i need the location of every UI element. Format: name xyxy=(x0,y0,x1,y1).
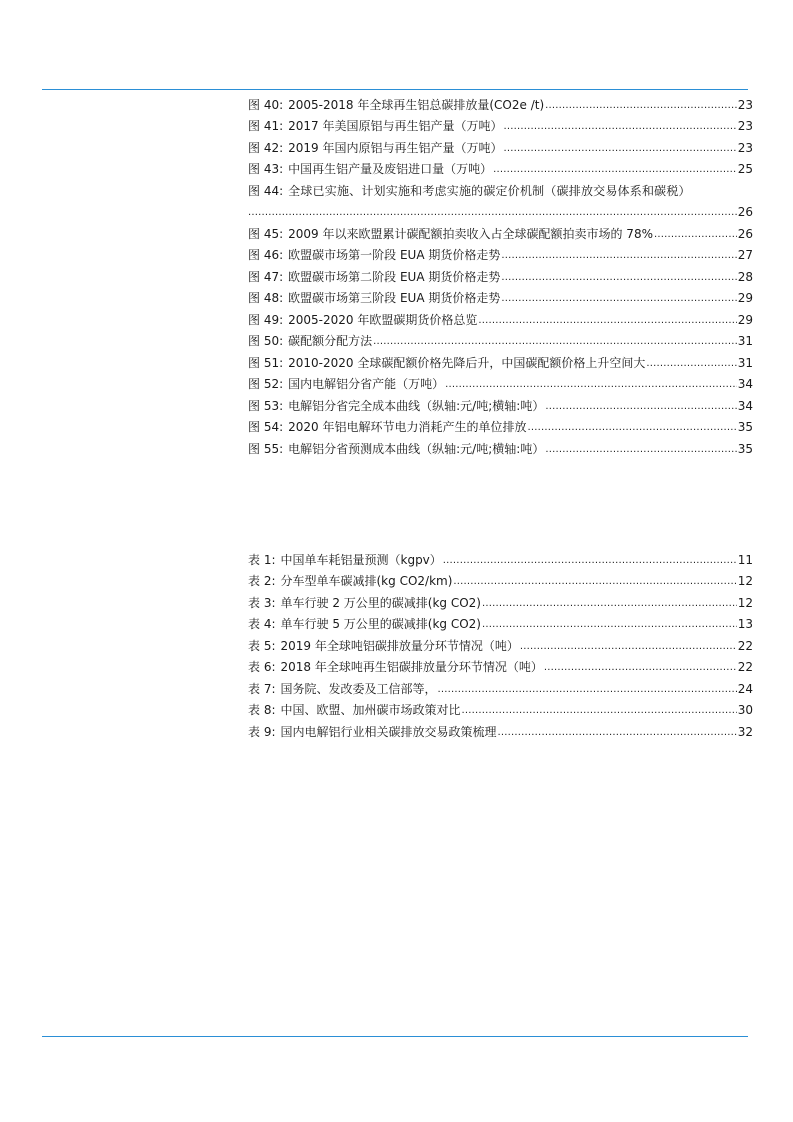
entry-label: 图 43: xyxy=(248,162,284,177)
toc-entry-table-1[interactable] xyxy=(248,549,753,571)
entry-title: 碳配额分配方法 xyxy=(288,334,373,349)
toc-entry-table-7[interactable] xyxy=(248,678,753,700)
entry-label: 图 49: xyxy=(248,312,284,327)
dot-leader xyxy=(501,249,736,263)
toc-entry-figure-40[interactable] xyxy=(248,94,753,116)
toc-entry-figure-50[interactable] xyxy=(248,331,753,353)
entry-title: 2005-2018 年全球再生铝总碳排放量(CO2e /t) xyxy=(288,97,545,112)
toc-entry-table-3[interactable] xyxy=(248,592,753,614)
entry-title: 单车行驶 5 万公里的碳减排(kg CO2) xyxy=(280,617,481,632)
header-rule xyxy=(42,89,748,90)
entry-title: 2017 年美国原铝与再生铝产量（万吨） xyxy=(288,119,503,134)
entry-page-number: 29 xyxy=(737,291,753,306)
dot-leader xyxy=(654,228,737,242)
entry-label: 图 40: xyxy=(248,97,284,112)
entry-label: 图 44: xyxy=(248,183,284,198)
toc-entry-table-2[interactable] xyxy=(248,571,753,593)
entry-title: 欧盟碳市场第二阶段 EUA 期货价格走势 xyxy=(288,269,501,284)
entry-page-number: 25 xyxy=(737,162,753,177)
toc-entry-figure-42[interactable] xyxy=(248,137,753,159)
entry-title: 分车型单车碳减排(kg CO2/km) xyxy=(280,574,453,589)
dot-leader xyxy=(520,640,737,654)
dot-leader xyxy=(545,99,737,113)
entry-label: 图 41: xyxy=(248,119,284,134)
entry-label: 图 53: xyxy=(248,398,284,413)
toc-entry-table-9[interactable] xyxy=(248,721,753,743)
entry-label: 图 51: xyxy=(248,355,284,370)
toc-entry-figure-44[interactable] xyxy=(248,180,753,202)
toc-entry-table-6[interactable] xyxy=(248,657,753,679)
entry-label: 表 8: xyxy=(248,703,276,718)
entry-label: 表 9: xyxy=(248,724,276,739)
figure-list xyxy=(248,94,753,460)
toc-entry-figure-44-continued[interactable] xyxy=(248,202,753,224)
entry-page-number: 35 xyxy=(737,441,753,456)
entry-page-number: 29 xyxy=(737,312,753,327)
entry-label: 表 6: xyxy=(248,660,276,675)
entry-title: 2019 年全球吨铝碳排放量分环节情况（吨） xyxy=(280,638,519,653)
dot-leader xyxy=(504,120,737,134)
toc-entry-figure-53[interactable] xyxy=(248,395,753,417)
entry-page-number: 13 xyxy=(737,617,753,632)
dot-leader xyxy=(443,554,737,568)
entry-page-number: 11 xyxy=(737,552,753,567)
entry-page-number: 23 xyxy=(737,119,753,134)
entry-title: 2009 年以来欧盟累计碳配额拍卖收入占全球碳配额拍卖市场的 78% xyxy=(288,226,653,241)
toc-entry-table-5[interactable] xyxy=(248,635,753,657)
entry-label: 图 42: xyxy=(248,140,284,155)
footer-rule xyxy=(42,1036,748,1037)
dot-leader xyxy=(504,142,737,156)
entry-label: 图 45: xyxy=(248,226,284,241)
entry-page-number: 23 xyxy=(737,140,753,155)
dot-leader xyxy=(248,206,737,220)
entry-label: 表 5: xyxy=(248,638,276,653)
entry-title: 中国再生铝产量及废铝进口量（万吨） xyxy=(288,162,493,177)
entry-label: 图 50: xyxy=(248,334,284,349)
entry-page-number: 26 xyxy=(737,205,753,220)
entry-label: 图 52: xyxy=(248,377,284,392)
toc-entry-figure-48[interactable] xyxy=(248,288,753,310)
entry-title: 2019 年国内原铝与再生铝产量（万吨） xyxy=(288,140,503,155)
entry-page-number: 27 xyxy=(737,248,753,263)
entry-page-number: 24 xyxy=(737,681,753,696)
toc-entry-figure-52[interactable] xyxy=(248,374,753,396)
entry-title: 2005-2020 年欧盟碳期货价格总览 xyxy=(288,312,478,327)
entry-label: 表 7: xyxy=(248,681,276,696)
entry-title: 单车行驶 2 万公里的碳减排(kg CO2) xyxy=(280,595,481,610)
entry-title: 全球已实施、计划实施和考虑实施的碳定价机制（碳排放交易体系和碳税） xyxy=(288,183,691,198)
entry-page-number: 34 xyxy=(737,377,753,392)
dot-leader xyxy=(498,726,737,740)
entry-title: 国务院、发改委及工信部等， xyxy=(280,681,437,696)
dot-leader xyxy=(373,335,737,349)
entry-title: 欧盟碳市场第一阶段 EUA 期货价格走势 xyxy=(288,248,501,263)
toc-entry-table-4[interactable] xyxy=(248,614,753,636)
dot-leader xyxy=(545,400,736,414)
dot-leader xyxy=(501,271,736,285)
entry-title: 欧盟碳市场第三阶段 EUA 期货价格走势 xyxy=(288,291,501,306)
entry-page-number: 12 xyxy=(737,595,753,610)
toc-entry-figure-55[interactable] xyxy=(248,438,753,460)
entry-label: 表 4: xyxy=(248,617,276,632)
entry-page-number: 12 xyxy=(737,574,753,589)
entry-title: 国内电解铝行业相关碳排放交易政策梳理 xyxy=(280,724,497,739)
entry-label: 图 54: xyxy=(248,420,284,435)
entry-title: 中国单车耗铝量预测（kgpv） xyxy=(280,552,442,567)
dot-leader xyxy=(545,443,736,457)
entry-title: 2020 年铝电解环节电力消耗产生的单位排放 xyxy=(288,420,527,435)
toc-entry-figure-49[interactable] xyxy=(248,309,753,331)
toc-entry-figure-46[interactable] xyxy=(248,245,753,267)
toc-entry-figure-47[interactable] xyxy=(248,266,753,288)
entry-page-number: 35 xyxy=(737,420,753,435)
toc-entry-table-8[interactable] xyxy=(248,700,753,722)
entry-title: 2018 年全球吨再生铝碳排放量分环节情况（吨） xyxy=(280,660,543,675)
dot-leader xyxy=(528,421,737,435)
entry-title: 电解铝分省预测成本曲线（纵轴:元/吨;横轴:吨） xyxy=(288,441,545,456)
entry-page-number: 26 xyxy=(737,226,753,241)
entry-page-number: 30 xyxy=(737,703,753,718)
entry-title: 2010-2020 全球碳配额价格先降后升，中国碳配额价格上升空间大 xyxy=(288,355,646,370)
dot-leader xyxy=(482,597,737,611)
entry-label: 表 2: xyxy=(248,574,276,589)
entry-title: 中国、欧盟、加州碳市场政策对比 xyxy=(280,703,461,718)
entry-label: 图 55: xyxy=(248,441,284,456)
entry-page-number: 22 xyxy=(737,660,753,675)
dot-leader xyxy=(445,378,737,392)
toc-entry-figure-41[interactable] xyxy=(248,116,753,138)
entry-page-number: 28 xyxy=(737,269,753,284)
dot-leader xyxy=(646,357,736,371)
toc-entry-figure-51[interactable] xyxy=(248,352,753,374)
entry-page-number: 31 xyxy=(737,355,753,370)
dot-leader xyxy=(438,683,737,697)
entry-title: 国内电解铝分省产能（万吨） xyxy=(288,377,445,392)
toc-entry-figure-43[interactable] xyxy=(248,159,753,181)
entry-page-number: 31 xyxy=(737,334,753,349)
entry-page-number: 23 xyxy=(737,97,753,112)
dot-leader xyxy=(478,314,736,328)
dot-leader xyxy=(453,575,736,589)
entry-label: 表 1: xyxy=(248,552,276,567)
entry-label: 图 47: xyxy=(248,269,284,284)
toc-entry-figure-45[interactable] xyxy=(248,223,753,245)
entry-label: 图 48: xyxy=(248,291,284,306)
dot-leader xyxy=(493,163,737,177)
toc-entry-figure-54[interactable] xyxy=(248,417,753,439)
entry-title: 电解铝分省完全成本曲线（纵轴:元/吨;横轴:吨） xyxy=(288,398,545,413)
dot-leader xyxy=(544,661,737,675)
entry-label: 表 3: xyxy=(248,595,276,610)
dot-leader xyxy=(501,292,736,306)
table-list xyxy=(248,549,753,743)
entry-page-number: 22 xyxy=(737,638,753,653)
entry-page-number: 34 xyxy=(737,398,753,413)
entry-label: 图 46: xyxy=(248,248,284,263)
dot-leader xyxy=(482,618,737,632)
dot-leader xyxy=(462,704,737,718)
entry-page-number: 32 xyxy=(737,724,753,739)
